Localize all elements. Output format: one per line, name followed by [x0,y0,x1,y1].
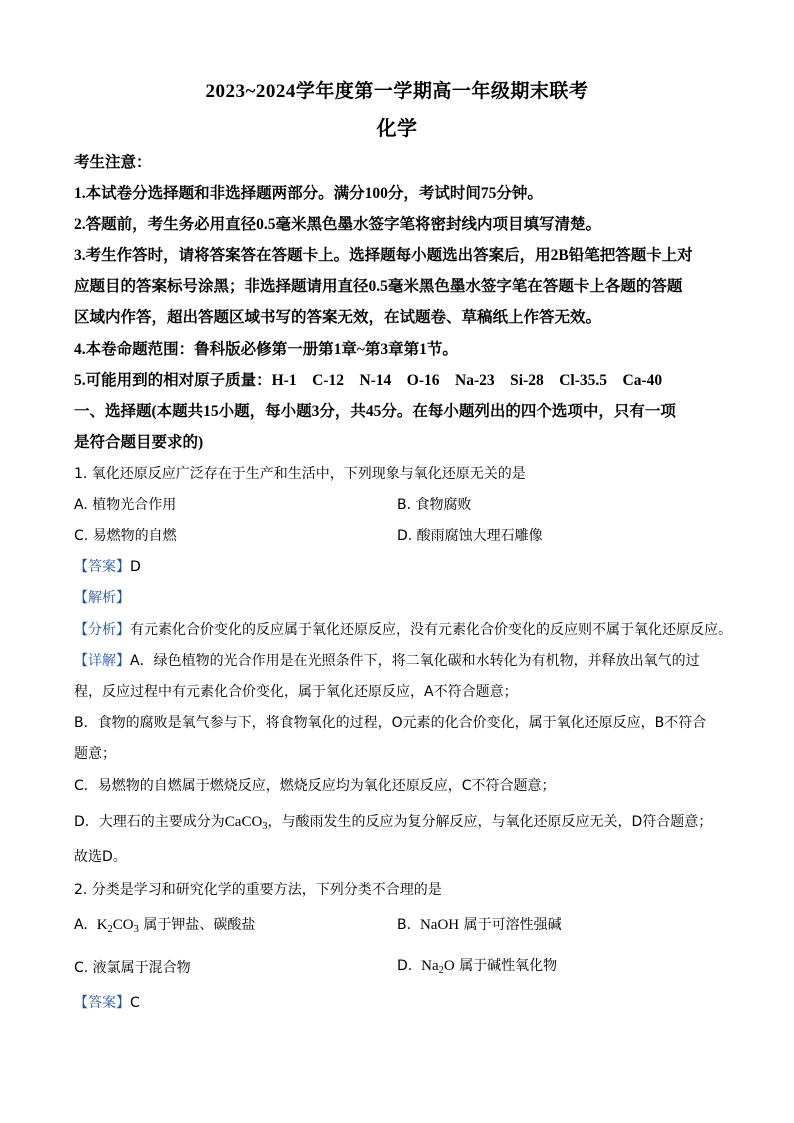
q1-detail-b1: B．食物的腐败是氧气参与下，将食物氧化的过程，O元素的化合价变化，属于氧化还原反应，B不符合 [74,715,707,731]
k2co3-formula: $K_2CO_3$ [96,917,139,935]
subject-title: 化学 [376,118,418,140]
q1-conclusion: 故选D。 [74,849,127,865]
fenxi-text: 有元素化合价变化的反应属于氧化还原反应，没有元素化合价变化的反应则不属于氧化还原反应。 [130,622,732,638]
q2-option-c: C. 液氯属于混合物 [74,960,191,976]
question-1-stem: 1. 氧化还原反应广泛存在于生产和生活中，下列现象与氧化还原无关的是 [74,466,526,482]
q1-detail-b2: 题意； [74,746,116,762]
notice-heading: 考生注意： [74,154,152,171]
notice-item: 1.本试卷分选择题和非选择题两部分。满分100分，考试时间75分钟。 [74,185,543,202]
detail-d-post: ，与酸雨发生的反应为复分解反应，与氧化还原反应无关，D符合题意； [267,814,713,830]
q2-d-text: 属于碱性氧化物 [459,958,558,974]
q1-detail-c: C．易燃物的自燃属于燃烧反应，燃烧反应均为氧化还原反应，C不符合题意； [74,778,556,794]
detail-d-pre: D．大理石的主要成分为 [74,814,225,830]
answer-value: D [130,559,141,575]
answer-tag: 【答案】 [74,995,130,1011]
q2-option-b [397,914,562,934]
q2-option-d [397,955,557,975]
notice-item: 区域内作答，超出答题区域书写的答案无效，在试题卷、草稿纸上作答无效。 [74,309,602,326]
naoh-formula: NaOH [419,917,460,933]
exam-title: 2023~2024学年度第一学期高一年级期末联考 [205,81,589,102]
q1-answer [74,556,141,576]
section-heading-cont: 是符合题目要求的) [74,434,204,451]
na2o-formula: $Na_2O$ [421,958,455,976]
q1-detail-a2: 程，反应过程中有元素化合价变化，属于氧化还原反应，A不符合题意； [74,684,518,700]
caco3-formula: CaCO$_3$ [224,814,268,832]
notice-item: 应题目的答案标号涂黑；非选择题请用直径0.5毫米黑色墨水签字笔在答题卡上各题的答题 [74,278,683,295]
q1-option-b: B. 食物腐败 [397,497,472,513]
section-heading: 一、选择题(本题共15小题，每小题3分，共45分。在每小题列出的四个选项中，只有一项 [74,403,676,420]
q1-detail-d [74,811,712,831]
q1-fenxi [74,619,732,639]
detail-tag: 【详解】 [74,653,130,669]
q2-b-text: 属于可溶性强碱 [463,917,562,933]
fenxi-tag: 【分析】 [74,622,130,638]
analysis-tag: 【解析】 [74,590,130,606]
question-2-stem: 2. 分类是学习和研究化学的重要方法，下列分类不合理的是 [74,882,442,898]
q1-option-d: D. 酸雨腐蚀大理石雕像 [397,528,543,544]
q2-answer [74,992,140,1012]
notice-item: 2.答题前，考生务必用直径0.5毫米黑色墨水签字笔将密封线内项目填写清楚。 [74,216,602,233]
notice-item: 4.本卷命题范围：鲁科版必修第一册第1章~第3章第1节。 [74,341,458,358]
notice-item: 5.可能用到的相对原子质量：H-1 C-12 N-14 O-16 Na-23 Si-28 Cl-35.5 Ca-40 [74,372,663,389]
q2-option-a [74,914,255,934]
q2-a-text: 属于钾盐、碳酸盐 [143,917,256,933]
q1-detail-a1 [74,650,700,670]
answer-value: C [130,995,140,1011]
q1-option-a: A. 植物光合作用 [74,497,177,513]
answer-tag: 【答案】 [74,559,130,575]
q2-d-label: D. [397,958,413,974]
detail-text: A．绿色植物的光合作用是在光照条件下，将二氧化碳和水转化为有机物，并释放出氧气的过 [130,653,700,669]
q2-b-label: B. [397,917,412,933]
q1-option-c: C. 易燃物的自燃 [74,528,177,544]
q2-a-label: A. [74,917,88,933]
notice-item: 3.考生作答时，请将答案答在答题卡上。选择题每小题选出答案后，用2B铅笔把答题卡上对 [74,247,693,264]
